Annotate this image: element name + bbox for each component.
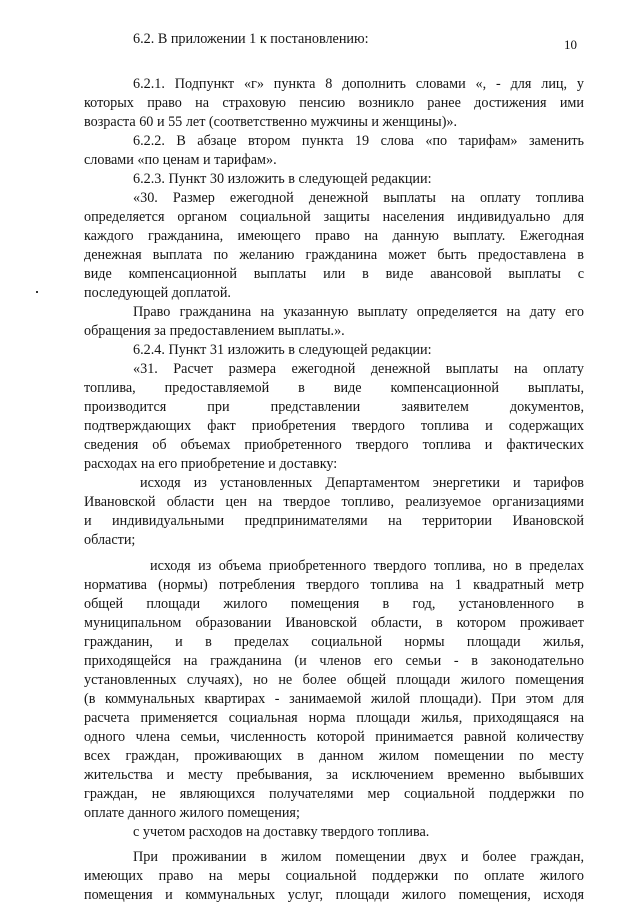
text-line: обращения за предоставлением выплаты.». [84, 323, 345, 339]
text-line: При проживании в жилом помещении двух и более граждан, [133, 849, 584, 865]
text-line: общей площади жилого помещения в год, установленного в [84, 596, 584, 612]
text-line: последующей доплатой. [84, 285, 231, 301]
text-line: подтверждающих факт приобретения твердого топлива и содержащих [84, 418, 584, 434]
text-line: с учетом расходов на доставку твердого топлива. [133, 824, 430, 840]
text-line: Право гражданина на указанную выплату определяется на дату его [133, 304, 584, 320]
text-line: определяется органом социальной защиты населения индивидуально для [84, 209, 584, 225]
text-line: «30. Размер ежегодной денежной выплаты на оплату топлива [133, 190, 584, 206]
text-line: возраста 60 и 55 лет (соответственно мужчины и женщины)». [84, 114, 458, 130]
text-line: виде компенсационной выплаты или в виде авансовой выплаты с [84, 266, 584, 282]
text-line: исходя из установленных Департаментом энергетики и тарифов [140, 475, 584, 491]
text-line: «31. Расчет размера ежегодной денежной выплаты на оплату [133, 361, 584, 377]
text-line: приходящейся на гражданина (и членов его семьи - в законодательно [84, 653, 584, 669]
text-line: жительства и месту пребывания, за исключением временно выбывших [84, 767, 584, 783]
text-line: оплате данного жилого помещения; [84, 805, 300, 821]
text-line: 6.2.4. Пункт 31 изложить в следующей редакции: [133, 342, 432, 358]
text-line: топлива, предоставляемой в виде компенсационной выплаты, [84, 380, 584, 396]
text-line: одного члена семьи, численность которой принимается равной количеству [84, 729, 584, 745]
text-line: которых право на страховую пенсию возникло ранее достижения ими [84, 95, 584, 111]
text-line: (в коммунальных квартирах - занимаемой жилой площади). При этом для [84, 691, 584, 707]
text-line: 6.2.1. Подпункт «г» пункта 8 дополнить словами «, - для лиц, у [133, 76, 584, 92]
text-line: граждан, не являющихся получателями мер социальной поддержки по [84, 786, 584, 802]
text-line: норматива (нормы) потребления твердого топлива на 1 квадратный метр [84, 577, 584, 593]
text-line: производится при представлении заявителем документов, [84, 399, 584, 415]
text-line: 6.2.3. Пункт 30 изложить в следующей редакции: [133, 171, 432, 187]
text-line: денежная выплата по желанию гражданина может быть предоставлена в [84, 247, 584, 263]
text-line: 6.2. В приложении 1 к постановлению: [133, 31, 369, 47]
text-line: гражданин, и в пределах социальной нормы площади жилья, [84, 634, 584, 650]
text-line: Ивановской области цен на твердое топливо, реализуемое организациями [84, 494, 584, 510]
text-line: сведения об объемах приобретенного твердого топлива и фактических [84, 437, 584, 453]
page-number: 10 [564, 37, 577, 52]
text-line: имеющих право на меры социальной поддержки по оплате жилого [84, 868, 584, 884]
text-line: каждого гражданина, имеющего право на данную выплату. Ежегодная [84, 228, 584, 244]
text-line: расчета применяется социальная норма площади жилья, приходящаяся на [84, 710, 584, 726]
text-line: расходах на его приобретение и доставку: [84, 456, 338, 472]
text-line: муниципальном образовании Ивановской области, в котором проживает [84, 615, 584, 631]
text-line: и индивидуальными предпринимателями на территории Ивановской [84, 513, 584, 529]
text-line: всех граждан, проживающих в данном жилом помещении по месту [84, 748, 584, 764]
text-line: исходя из объема приобретенного твердого топлива, но в пределах [150, 558, 584, 574]
text-line: словами «по ценам и тарифам». [84, 152, 277, 168]
text-line: области; [84, 532, 136, 548]
text-line: помещения и коммунальных услуг, площади жилого помещения, исходя [84, 887, 584, 903]
text-line: установленных случаях), но не более общей площади жилого помещения [84, 672, 584, 688]
text-line: 6.2.2. В абзаце втором пункта 19 слова «по тарифам» заменить [133, 133, 584, 149]
margin-mark [36, 291, 38, 293]
